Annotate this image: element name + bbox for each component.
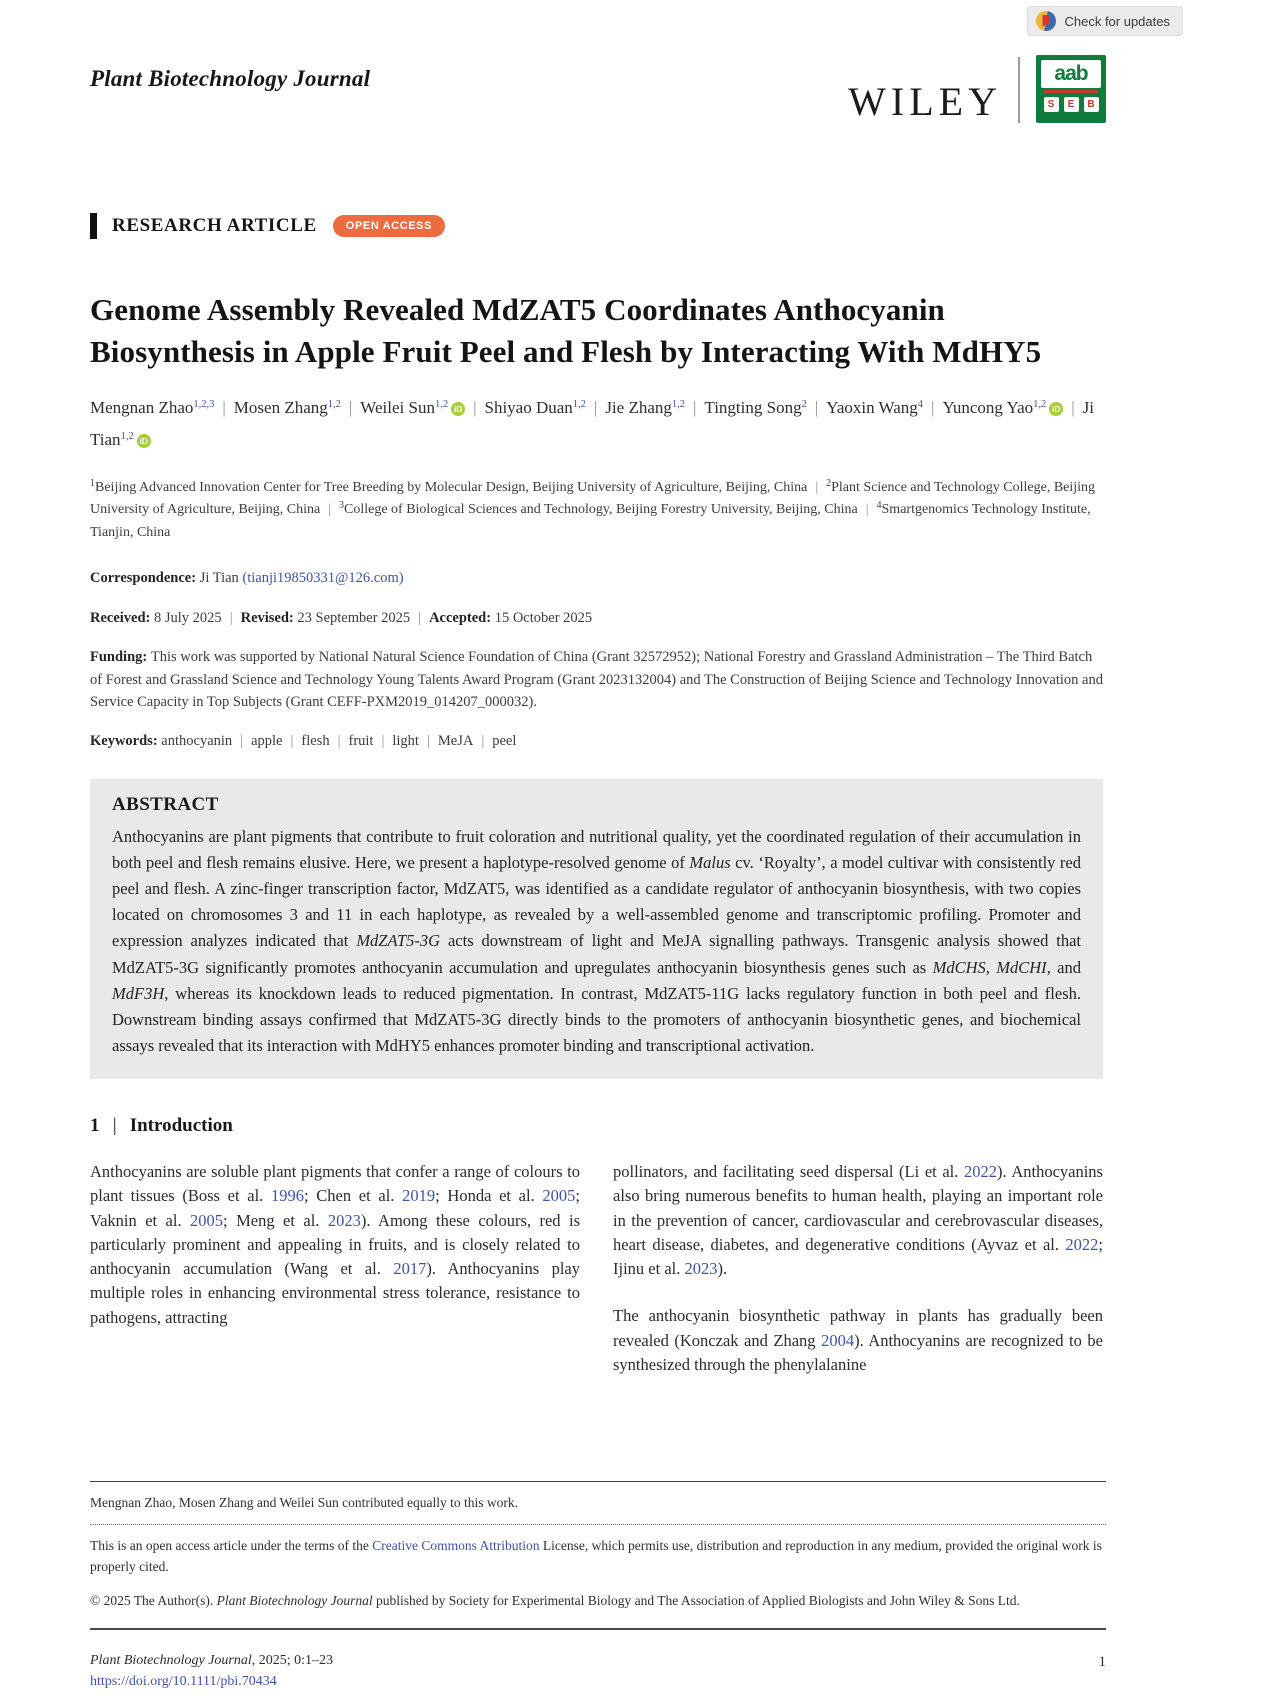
separator: | (112, 1115, 117, 1137)
text-segment: This work was supported by National Natural Science Foundation of China (Grant 32572952); National Forestry and Grassland Administration – The Third Batch of Forest and Grassland Science and Technology Young Talents Award Program (Grant 2023132004) and The Construction of Beijing Science and Technology Innovation and Service Capacity in Top Subjects (Grant CEFF-PXM2019_014207_000032). (90, 649, 1103, 710)
separator: | (222, 398, 226, 418)
footer-citation (90, 1650, 333, 1693)
separator: | (381, 733, 385, 750)
intro-column-left (90, 1160, 580, 1377)
page-number: 1 (1098, 1653, 1106, 1670)
dotted-divider (90, 1524, 1106, 1525)
affiliation-superscript: 1 (90, 477, 95, 489)
text-segment: MdCHI (996, 957, 1047, 977)
text-segment: published by Society for Experimental Biology and The Association of Applied Biologists and John Wiley & Sons Ltd. (372, 1592, 1020, 1608)
inline-link[interactable]: 2005 (542, 1186, 576, 1206)
seb-letter-b: B (1084, 97, 1099, 112)
text-segment: Shiyao Duan (484, 398, 573, 418)
inline-link[interactable]: (tianji19850331@126.com) (242, 570, 404, 587)
text-segment: Weilei Sun (360, 398, 435, 418)
separator: | (593, 398, 598, 418)
text-segment: Plant Biotechnology Journal (90, 1652, 252, 1668)
separator: | (815, 479, 819, 495)
abstract-heading: ABSTRACT (112, 793, 219, 815)
separator: | (481, 733, 485, 750)
separator: | (328, 502, 331, 518)
separator: | (1071, 398, 1075, 418)
text-segment: Beijing Advanced Innovation Center for Tree Breeding by Molecular Design, Beijing University of Agriculture, Beijing, China (95, 479, 808, 495)
text-segment: pollinators, and facilitating seed dispersal (Li et al. (613, 1162, 964, 1182)
affiliation-superscript: 4 (876, 500, 882, 512)
text-segment: ; Ijinu et al. (613, 1234, 1103, 1279)
superscript: 1,2 (1033, 399, 1047, 411)
text-segment: ). (717, 1259, 728, 1279)
introduction-heading (90, 1115, 1106, 1137)
text-segment: ). Anthocyanins play multiple roles in enhancing environmental stress tolerance, resistance to pathogens, attracting (90, 1259, 580, 1327)
separator: | (814, 398, 819, 418)
affiliation-superscript: 2 (826, 477, 832, 489)
text-segment: The anthocyanin biosynthetic pathway in plants has gradually been revealed (Konczak and Zhang (613, 1306, 1103, 1350)
text-segment: 15 October 2025 (494, 609, 593, 626)
text-segment: Smartgenomics Technology Institute, Tianjin, China (90, 502, 1091, 540)
logo-red-line (1044, 90, 1098, 93)
text-segment: This is an open access article under the terms of the (90, 1537, 373, 1553)
aab-logo-text: aab (1041, 60, 1101, 88)
affiliations (90, 477, 1103, 544)
article-type-label: RESEARCH ARTICLE (112, 215, 317, 236)
text-segment: apple (251, 733, 283, 750)
separator: | (348, 398, 353, 418)
text-segment: 23 September 2025 (297, 609, 411, 626)
text-segment: Ji Tian (199, 570, 243, 587)
inline-link[interactable]: 2022 (1065, 1234, 1099, 1254)
text-segment: MeJA (437, 733, 474, 750)
masthead-right (848, 52, 1106, 125)
introduction-columns (90, 1160, 1106, 1377)
journal-name: Plant Biotechnology Journal (90, 66, 371, 91)
superscript: 1,2 (434, 399, 449, 411)
separator: | (426, 733, 430, 750)
text-segment: light (392, 733, 419, 750)
inline-link[interactable]: 1996 (271, 1186, 304, 1206)
text-segment: Jie Zhang (605, 398, 672, 418)
abstract-section (90, 779, 1103, 1079)
superscript: 1,2 (327, 399, 341, 411)
text-segment: Yaoxin Wang (826, 398, 918, 418)
text-segment: MdCHS (932, 957, 986, 977)
text-segment: Mengnan Zhao (90, 398, 194, 418)
inline-link[interactable]: 2023 (684, 1259, 718, 1279)
equal-contribution-note: Mengnan Zhao, Mosen Zhang and Weilei Sun contributed equally to this work. (90, 1495, 518, 1511)
text-segment: anthocyanin (161, 733, 233, 750)
superscript: 1,2 (671, 399, 686, 411)
text-segment: Correspondence: (90, 570, 200, 587)
footer-rule (90, 1628, 1106, 1630)
text-segment: 8 July 2025 (154, 609, 222, 626)
text-segment: Yuncong Yao (942, 398, 1034, 418)
text-segment: ). Anthocyanins also bring numerous benefits to human health, playing an important role in the prevention of cancer, cardiovascular and cerebrovascular diseases, heart disease, diabetes, and degenerative conditions (Ayvaz et al. (613, 1162, 1103, 1254)
abstract-body (112, 824, 1081, 1059)
superscript: 1,2,3 (193, 399, 215, 411)
separator: | (865, 502, 869, 518)
seb-letter-e: E (1064, 97, 1079, 112)
orcid-icon[interactable]: iD (1049, 402, 1063, 416)
text-segment: Tingting Song (704, 398, 802, 418)
separator: | (290, 733, 294, 750)
orcid-icon[interactable]: iD (137, 434, 151, 448)
text-segment: MdZAT5-3G (356, 931, 441, 951)
text-segment: Mosen Zhang (233, 398, 328, 418)
open-access-note (90, 1535, 1106, 1578)
text-segment: © 2025 The Author(s). (90, 1592, 217, 1608)
intro-column-right (613, 1160, 1103, 1377)
text-segment: ; Vaknin et al. (90, 1186, 581, 1230)
text-segment: cv. ‘Royalty’, a model cultivar with consistently red peel and flesh. A zinc-finger transcription factor, MdZAT5, was identified as a candidate regulator of anthocyanin biosynthesis, with two copies located on chromosomes 3 and 11 in each haplotype, as revealed by a well-assembled genome and transcriptomic profiling. Promoter and expression analyzes indicated that (112, 853, 1081, 951)
inline-link[interactable]: 2023 (327, 1210, 361, 1230)
article-title: Genome Assembly Revealed MdZAT5 Coordinates Anthocyanin Biosynthesis in Apple Fruit Peel and Flesh by Interacting With MdHY5 (90, 292, 1042, 369)
separator: | (337, 733, 341, 750)
text-segment: , (985, 957, 997, 977)
intro-paragraph-3 (613, 1304, 1103, 1377)
copyright-note (90, 1590, 1106, 1612)
separator: | (473, 398, 477, 418)
text-segment: Anthocyanins are plant pigments that contribute to fruit coloration and nutritional quality, yet the coordinated regulation of their accumulation in both peel and flesh remains elusive. Here, we present a haplotype-resolved genome of (112, 826, 1081, 873)
superscript: 2 (801, 399, 807, 411)
intro-paragraph-1 (90, 1160, 580, 1330)
page-content (90, 0, 1106, 1693)
text-segment: acts downstream of light and MeJA signalling pathways. Transgenic analysis showed that MdZAT5-3G significantly promotes anthocyanin accumulation and upregulates anthocyanin biosynthesis genes such as (112, 931, 1081, 977)
wiley-logo: WILEY (848, 79, 1002, 124)
type-accent-bar (90, 213, 97, 239)
inline-link[interactable]: 2004 (821, 1330, 855, 1350)
keywords-line (90, 730, 1103, 752)
text-segment: flesh (301, 733, 330, 750)
separator: | (931, 398, 935, 418)
dates-line (90, 607, 1103, 629)
text-segment: ). Anthocyanins are recognized to be synthesized through the phenylalanine (613, 1330, 1103, 1374)
separator: | (229, 609, 233, 626)
aab-seb-logo (1036, 55, 1106, 123)
divider (1018, 57, 1020, 123)
text-segment: ; Honda et al. (435, 1186, 543, 1206)
inline-link[interactable]: 2005 (190, 1210, 224, 1230)
inline-link[interactable]: 2019 (402, 1186, 436, 1206)
article-type-row (90, 213, 1106, 239)
text-segment: College of Biological Sciences and Technology, Beijing Forestry University, Beijing, China (344, 502, 858, 518)
check-for-updates-label: Check for updates (1064, 13, 1170, 29)
separator: | (418, 609, 422, 626)
separator: | (240, 733, 244, 750)
open-access-badge[interactable]: OPEN ACCESS (333, 215, 445, 237)
text-segment: Revised: (240, 609, 298, 626)
text-segment: Malus (689, 853, 731, 873)
seb-letters (1044, 97, 1099, 112)
text-segment: Received: (90, 609, 155, 626)
correspondence-line (90, 567, 1103, 589)
text-segment: 1 (90, 1115, 100, 1137)
text-segment: ; Chen et al. (304, 1186, 403, 1206)
text-segment: Anthocyanins are soluble plant pigments that confer a range of colours to plant tissues (Boss et al. (90, 1162, 580, 1206)
text-segment: MdF3H (112, 983, 165, 1003)
text-segment: Ji Tian (90, 398, 1094, 449)
text-segment: Introduction (129, 1115, 233, 1137)
text-segment: Plant Biotechnology Journal (216, 1592, 373, 1608)
superscript: 1,2 (572, 399, 586, 411)
superscript: 1,2 (120, 430, 134, 442)
text-segment: Keywords: (90, 733, 162, 750)
separator: | (693, 398, 697, 418)
author-list (90, 392, 1100, 455)
inline-link[interactable]: 2022 (964, 1162, 997, 1182)
text-segment: Funding: (90, 649, 151, 666)
text-segment: , whereas its knockdown leads to reduced pigmentation. In contrast, MdZAT5-11G lacks regulatory function in both peel and flesh. Downstream binding assays confirmed that MdZAT5-3G directly binds to the promoters of anthocyanin biosynthetic genes, and biochemical assays revealed that its interaction with MdHY5 enhances promoter binding and transcriptional activation. (112, 983, 1081, 1056)
text-segment: , and (1046, 957, 1082, 977)
inline-link[interactable]: Creative Commons Attribution (372, 1537, 540, 1553)
seb-letter-s: S (1044, 97, 1059, 112)
doi-link[interactable]: https://doi.org/10.1111/pbi.70434 (90, 1674, 277, 1690)
text-segment: License, which permits use, distribution and reproduction in any medium, provided the original work is properly cited. (90, 1537, 1102, 1575)
superscript: 4 (917, 399, 924, 411)
affiliation-superscript: 3 (339, 500, 344, 512)
funding-line (90, 646, 1103, 713)
masthead (90, 0, 1106, 125)
text-segment: , 2025; 0:1–23 (251, 1652, 334, 1668)
inline-link[interactable]: 2017 (393, 1259, 427, 1279)
text-segment: ). Among these colours, red is particularly prominent and appealing in fruits, and is closely related to anthocyanin accumulation (Wang et al. (90, 1210, 581, 1279)
text-segment: fruit (348, 733, 374, 750)
citation-text (90, 1653, 333, 1668)
intro-paragraph-2 (613, 1160, 1103, 1281)
text-segment: peel (492, 733, 517, 750)
text-segment: Accepted: (429, 609, 495, 626)
text-segment: Plant Science and Technology College, Beijing University of Agriculture, Beijing, China (90, 479, 1096, 518)
orcid-icon[interactable]: iD (451, 402, 465, 416)
text-segment: ; Meng et al. (223, 1210, 328, 1230)
footnote-rule (90, 1481, 1106, 1482)
page-footer (90, 1650, 1106, 1693)
